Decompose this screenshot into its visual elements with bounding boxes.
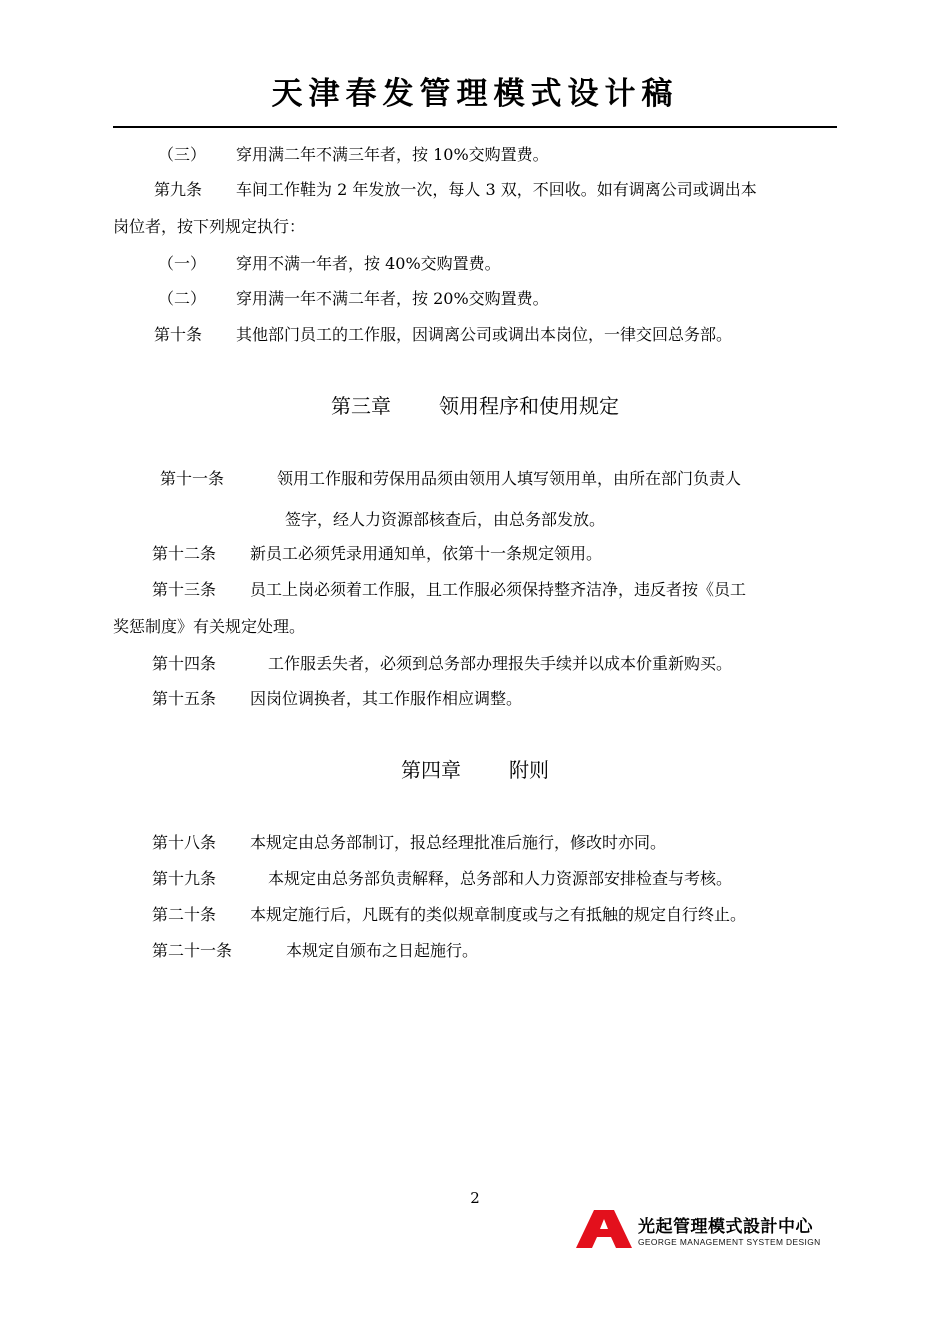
chapter-heading [0,758,950,782]
chapter-heading [0,394,950,418]
logo-english-name: GEORGE MANAGEMENT SYSTEM DESIGN [638,1237,821,1247]
article-label: 第十四条 [152,654,217,673]
paragraph-text: 车间工作鞋为 2 年发放一次，每人 3 双，不回收。如有调离公司或调出本 [236,180,757,199]
document-header-title: 天津春发管理模式设计稿 [271,76,679,112]
article-text: 本规定由总务部制订，报总经理批准后施行，修改时亦同。 [250,833,667,852]
page-number: 2 [470,1189,480,1207]
article-continuation: 签字，经人力资源部核查后，由总务部发放。 [285,510,606,529]
article-text: 领用工作服和劳保用品须由领用人填写领用单，由所在部门负责人 [277,469,742,488]
article-label: 第十五条 [152,689,217,708]
article-continuation: 奖惩制度》有关规定处理。 [113,617,306,636]
paragraph-text: 其他部门员工的工作服，因调离公司或调出本岗位，一律交回总务部。 [236,325,733,344]
article-text: 新员工必须凭录用通知单，依第十一条规定领用。 [250,544,603,563]
chapter-number: 第三章 [331,394,391,418]
article-label: 第十八条 [152,833,217,852]
article-label: 第二十条 [152,905,217,924]
paragraph-text: 穿用不满一年者，按 40%交购置费。 [236,254,501,273]
paragraph-label: 第十条 [154,325,203,344]
logo-a-mark-icon [576,1210,632,1248]
article-label: 第二十一条 [152,941,233,960]
paragraph-text: 穿用满一年不满二年者，按 20%交购置费。 [236,289,549,308]
logo-chinese-name: 光起管理模式設計中心 [638,1217,813,1237]
paragraph-continuation: 岗位者，按下列规定执行： [113,217,306,236]
paragraph-label: （一） [158,254,207,273]
article-label: 第十一条 [160,469,225,488]
paragraph-text: 穿用满二年不满三年者，按 10%交购置费。 [236,145,549,164]
paragraph-label: （二） [158,289,207,308]
article-label: 第十二条 [152,544,217,563]
article-text: 本规定自颁布之日起施行。 [286,941,479,960]
chapter-title: 领用程序和使用规定 [439,394,619,418]
article-text: 本规定施行后，凡既有的类似规章制度或与之有抵触的规定自行终止。 [250,905,747,924]
paragraph-label: （三） [158,145,207,164]
header-divider [113,126,837,128]
article-text: 本规定由总务部负责解释，总务部和人力资源部安排检查与考核。 [268,869,733,888]
article-text: 工作服丢失者，必须到总务部办理报失手续并以成本价重新购买。 [268,654,733,673]
paragraph-label: 第九条 [154,180,203,199]
article-text: 员工上岗必须着工作服，且工作服必须保持整齐洁净，违反者按《员工 [250,580,747,599]
article-label: 第十三条 [152,580,217,599]
article-label: 第十九条 [152,869,217,888]
article-text: 因岗位调换者，其工作服作相应调整。 [250,689,523,708]
footer-logo [576,1210,838,1250]
chapter-number: 第四章 [401,758,461,782]
chapter-title: 附则 [509,758,549,782]
